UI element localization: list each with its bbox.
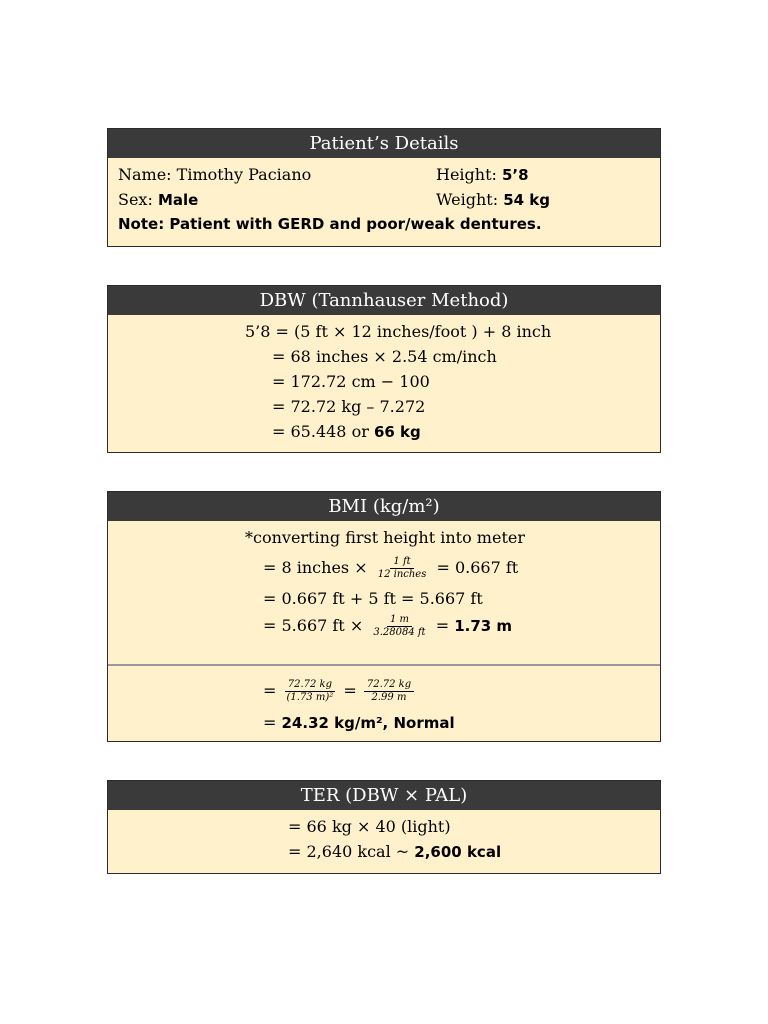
bmi-calc-1: [263, 675, 416, 707]
sex-label: Sex:: [118, 190, 158, 209]
height-meters: 1.73 m: [454, 617, 513, 635]
dbw-line-3: = 172.72 cm − 100: [272, 372, 430, 391]
weight-value: 54 kg: [503, 191, 550, 209]
ter-title: TER (DBW × PAL): [108, 781, 660, 810]
height-field: [436, 162, 529, 188]
bmi-step-1-suffix: = 0.667 ft: [436, 558, 519, 577]
patient-row-2: [118, 187, 660, 212]
bmi-step-3-eq: =: [435, 616, 455, 635]
fraction-numerator: 72.72 kg: [364, 679, 414, 692]
bmi-result: 24.32 kg/m², Normal: [281, 714, 455, 732]
bmi-step-3: [263, 612, 512, 640]
dbw-line-2: = 68 inches × 2.54 cm/inch: [272, 347, 497, 366]
bmi-calc-prefix: =: [263, 681, 277, 700]
patient-details-title: Patient’s Details: [108, 129, 660, 158]
dbw-result: 66 kg: [373, 423, 421, 441]
name-label: Name:: [118, 165, 177, 184]
height-label: Height:: [436, 165, 502, 184]
fraction-m-per-ft: [370, 614, 428, 639]
dbw-line-5: [108, 419, 660, 444]
ter-line-1: = 66 kg × 40 (light): [288, 817, 451, 836]
bmi-title: BMI (kg/m²): [108, 492, 660, 521]
fraction-numerator: 1 m: [387, 614, 412, 627]
fraction-denominator: 3.28084 ft: [373, 627, 426, 638]
bmi-card: [107, 491, 661, 742]
patient-details-card: [107, 128, 661, 247]
bmi-section-divider: [108, 664, 660, 666]
fraction-denominator: 12 inches: [377, 569, 427, 580]
weight-field: [436, 187, 550, 213]
fraction-numerator: 72.72 kg: [285, 679, 335, 692]
sex-value: Male: [157, 191, 199, 209]
fraction-ft-per-inch: [375, 556, 430, 581]
bmi-note: *converting first height into meter: [245, 528, 525, 547]
bmi-step-1-prefix: = 8 inches ×: [263, 558, 368, 577]
fraction-bmi-1: [284, 679, 337, 704]
weight-label: Weight:: [436, 190, 504, 209]
bmi-result-row: [263, 710, 455, 735]
dbw-card: [107, 285, 661, 453]
dbw-title: DBW (Tannhauser Method): [108, 286, 660, 315]
dbw-line-4: = 72.72 kg – 7.272: [272, 397, 426, 416]
bmi-calc-eq: =: [343, 681, 357, 700]
bmi-step-3-prefix: = 5.667 ft ×: [263, 616, 364, 635]
ter-result: 2,600 kcal: [414, 843, 502, 861]
fraction-bmi-2: [364, 679, 414, 704]
bmi-step-2: = 0.667 ft + 5 ft = 5.667 ft: [263, 589, 483, 608]
name-value: Timothy Paciano: [176, 165, 312, 184]
ter-card: [107, 780, 661, 874]
bmi-result-prefix: =: [263, 713, 282, 732]
fraction-denominator: (1.73 m)²: [286, 692, 334, 703]
fraction-denominator: 2.99 m: [371, 692, 407, 703]
ter-line-2-prefix: = 2,640 kcal ~: [288, 842, 415, 861]
patient-note: Note: Patient with GERD and poor/weak dentures.: [118, 215, 542, 233]
dbw-line-5-prefix: = 65.448 or: [272, 422, 374, 441]
height-value: 5’8: [502, 166, 529, 184]
bmi-step-1: [263, 554, 518, 582]
dbw-line-1: 5’8 = (5 ft × 12 inches/foot ) + 8 inch: [245, 322, 552, 341]
patient-row-1: [118, 162, 660, 187]
fraction-numerator: 1 ft: [390, 556, 413, 569]
ter-line-2: [108, 839, 660, 864]
